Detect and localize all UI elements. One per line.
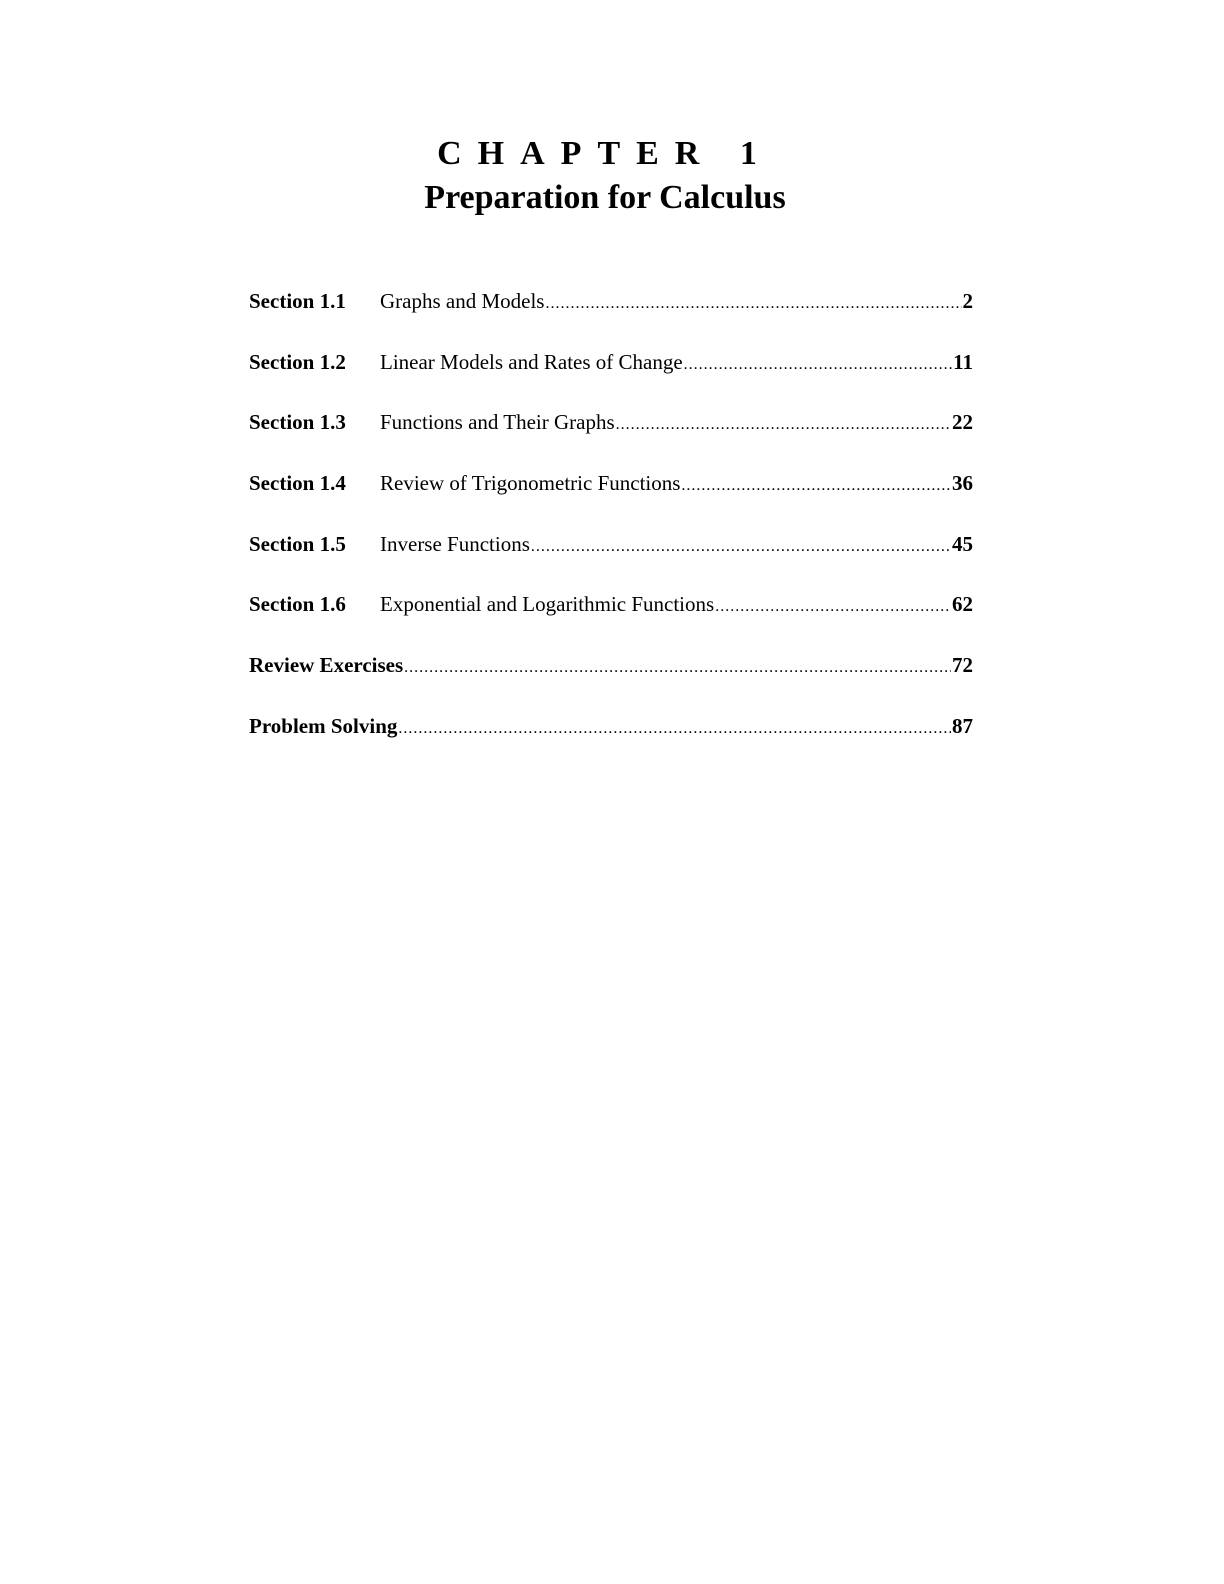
chapter-title: Preparation for Calculus [424,179,786,216]
toc-section-title: Graphs and Models [380,289,545,313]
toc-entry-review-exercises[interactable] [249,650,973,711]
toc-page-number: 11 [953,349,973,374]
toc-entry-1-1[interactable] [249,286,973,347]
toc-page-number: 72 [952,653,973,678]
toc-section-title: Review of Trigonometric Functions [380,471,681,496]
toc-section-title: Linear Models and Rates of Change [380,349,683,374]
toc-page-number: 2 [962,289,973,313]
toc-section-number: Section 1.3 [249,410,346,435]
toc-entry-1-2[interactable] [249,347,973,408]
toc-page-number: 36 [952,471,973,496]
toc-page-number: 62 [952,592,973,617]
toc-section-title: Exponential and Logarithmic Functions [380,592,715,617]
toc-section-number: Section 1.1 [249,289,346,313]
toc-page-number: 87 [952,713,973,738]
toc-section-number: Section 1.6 [249,592,346,617]
toc-section-title: Functions and Their Graphs [380,410,615,435]
toc-heading-title: Problem Solving [249,713,398,738]
dot-leader [715,592,951,622]
toc-page-number: 45 [952,531,973,556]
toc-section-number: Section 1.4 [249,471,346,496]
dot-leader [545,289,961,319]
dot-leader [398,714,951,744]
chapter-label: CHAPTER 1 [437,135,773,172]
toc-entry-1-5[interactable] [249,529,973,590]
dot-leader [616,410,951,440]
table-of-contents [249,286,973,772]
toc-section-number: Section 1.2 [249,349,346,374]
toc-page-number: 22 [952,410,973,435]
toc-entry-problem-solving[interactable] [249,711,973,772]
toc-entry-1-6[interactable] [249,589,973,650]
toc-section-title: Inverse Functions [380,531,530,556]
toc-section-number: Section 1.5 [249,531,346,556]
dot-leader [684,350,952,380]
toc-entry-1-4[interactable] [249,468,973,529]
dot-leader [404,653,951,683]
toc-entry-1-3[interactable] [249,407,973,468]
toc-heading-title: Review Exercises [249,653,404,678]
dot-leader [681,471,951,501]
dot-leader [531,532,951,562]
